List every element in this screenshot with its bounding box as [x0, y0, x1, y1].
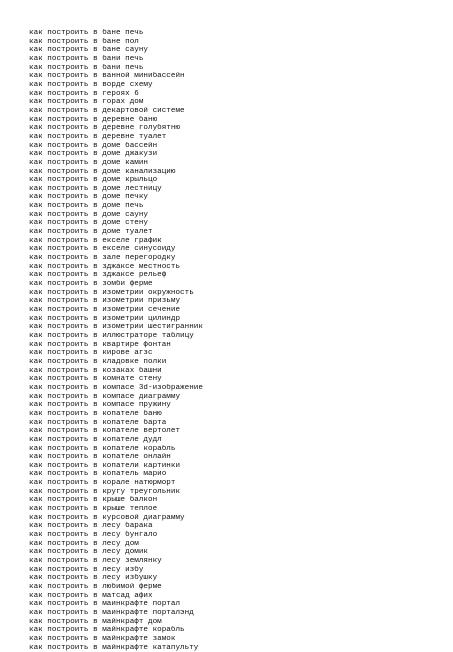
- text-line: как построить в копателе барта: [29, 418, 167, 427]
- text-line: как построить в доме крыльцо: [29, 176, 158, 185]
- text-line: как построить в изометрии сечение: [29, 306, 181, 314]
- text-line: как построить в лесу барака: [29, 522, 153, 531]
- text-line: как построить в крыше теплое: [29, 505, 158, 514]
- text-line: как построить в доме стену: [29, 219, 149, 228]
- text-line: как построить в доме камин: [29, 158, 149, 167]
- text-line: как построить в доме туалет: [29, 228, 153, 237]
- text-line: как построить в екселе график: [29, 236, 162, 245]
- text-line: как построить в лесу избу: [29, 565, 144, 574]
- text-line: как построить в майнкрафте корабль: [29, 626, 185, 635]
- text-line: как построить в ванной минибассейн: [29, 72, 185, 81]
- text-line: как построить в майнкрафте катапульту: [29, 643, 199, 652]
- text-line: как построить в комнате стену: [29, 375, 162, 384]
- text-line: как построить в маинкрафте порталэнд: [29, 608, 194, 617]
- text-line: как построить в компасе пружину: [29, 401, 171, 410]
- text-line: как построить в деревне баню: [29, 115, 158, 124]
- text-line: как построить в доме канализацию: [29, 167, 176, 176]
- text-line: как построить в любимой ферме: [29, 583, 162, 591]
- text-line: как построить в маинкрафте портал: [29, 600, 181, 609]
- text-line: как построить в зомби ферме: [29, 280, 153, 289]
- text-line: как построить в бане печь: [29, 29, 144, 37]
- text-line: как построить в бане сауну: [29, 46, 149, 55]
- text-line: как построить в кругу треугольник: [29, 487, 181, 496]
- text-line: как построить в доме бассейн: [29, 141, 158, 150]
- text-line: как построить в лесу избушку: [29, 574, 158, 583]
- text-line: как построить в кладовке полки: [29, 357, 167, 366]
- text-line: как построить в копатели картинки: [29, 461, 181, 470]
- text-line: как построить в копателе онлайн: [29, 453, 171, 462]
- text-line: как построить в екселе синусоиду: [29, 245, 176, 254]
- text-line: как построить в доме печь: [29, 202, 144, 211]
- text-line: как построить в бане пол: [29, 37, 139, 46]
- text-line: как построить в бани печь: [29, 54, 144, 63]
- text-line: как построить в крыше балкон: [29, 496, 158, 505]
- text-line: как построить в лесу бунгало: [29, 531, 158, 540]
- text-line: как построить в кирове агзс: [29, 349, 153, 358]
- text-line: как построить в лесу дом: [29, 539, 139, 548]
- text-line: как построить в ворде схему: [29, 80, 153, 89]
- text-line: как построить в курсовой диаграмму: [29, 513, 185, 522]
- text-line: как построить в копателе корабль: [29, 444, 176, 453]
- text-line: как построить в доме лестницу: [29, 184, 162, 193]
- text-line: как построить в копателе вертолет: [29, 427, 181, 436]
- text-line: как построить в зджаксе местность: [29, 262, 181, 271]
- text-line: как построить в лесу домик: [29, 548, 149, 557]
- text-line: как построить в изометрии призьму: [29, 297, 181, 306]
- text-line: как построить в лесу землянку: [29, 557, 162, 566]
- text-line: как построить в доме джакузи: [29, 150, 158, 159]
- text-line: как построить в изометрии окружность: [29, 288, 194, 297]
- text-line: как построить в корале натюрморт: [29, 479, 176, 488]
- text-line: как построить в копателе дудл: [29, 435, 162, 444]
- text-line: как построить в доме печку: [29, 193, 149, 202]
- text-line: как построить в майнкрафте замок: [29, 634, 176, 643]
- text-line: как построить в компасе 3d-изображение: [29, 383, 203, 392]
- text-line: как построить в копателе баню: [29, 409, 162, 418]
- text-line: как построить в изометрии шестигранник: [29, 323, 203, 332]
- text-line: как построить в доме сауну: [29, 210, 149, 219]
- text-line: как построить в декартовой системе: [29, 106, 185, 115]
- text-line: как построить в матсад афих: [29, 591, 153, 600]
- text-line: как построить в изометрии цилиндр: [29, 314, 181, 323]
- text-line-list: [29, 29, 439, 652]
- text-line: как построить в копатель марио: [29, 470, 167, 479]
- text-line: как построить в деревне туалет: [29, 132, 167, 141]
- text-line: как построить в иллюстраторе таблицу: [29, 331, 194, 340]
- text-line: как построить в козаках башни: [29, 366, 162, 375]
- text-line: как построить в деревне голубятню: [29, 124, 181, 133]
- text-line: как построить в майнкрафт дом: [29, 617, 162, 626]
- text-line: как построить в зале перегородку: [29, 254, 176, 263]
- text-line: как построить в героях 6: [29, 89, 139, 98]
- text-line: как построить в квартире фонтан: [29, 340, 171, 349]
- text-line: как построить в горах дом: [29, 98, 144, 107]
- text-line: как построить в бани печь: [29, 63, 144, 72]
- text-line: как построить в компасе диаграмму: [29, 392, 181, 401]
- text-line: как построить в зджаксе рельеф: [29, 271, 167, 280]
